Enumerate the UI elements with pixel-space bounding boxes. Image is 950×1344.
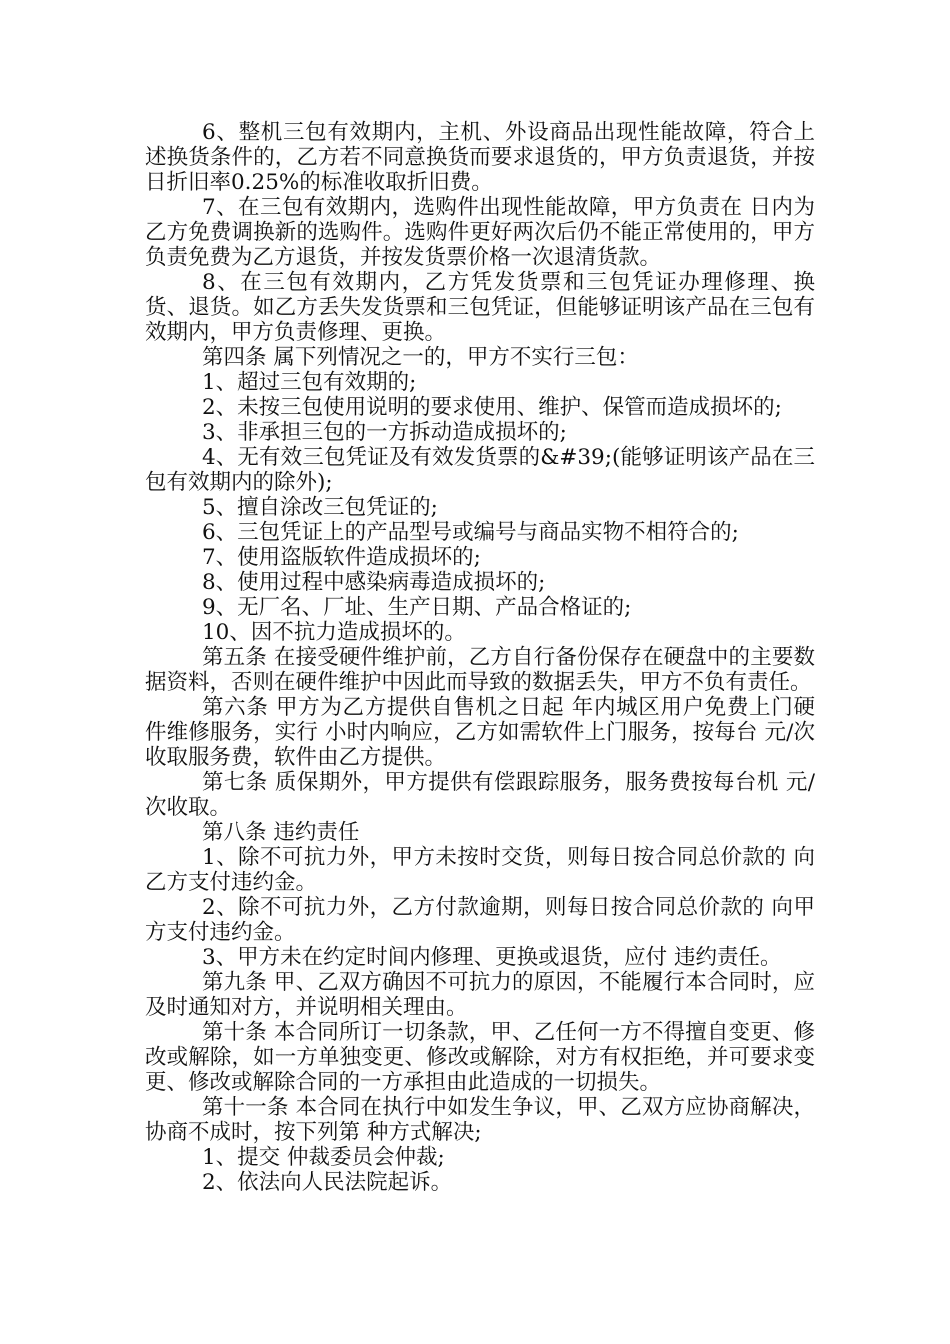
- paragraph: 第十条 本合同所订一切条款，甲、乙任何一方不得擅自变更、修改或解除，如一方单独变更、修改或解除，对方有权拒绝，并可要求变更、修改或解除合同的一方承担由此造成的一切损失。: [145, 1020, 815, 1095]
- paragraph: 第六条 甲方为乙方提供自售机之日起 年内城区用户免费上门硬件维修服务，实行 小时内响应，乙方如需软件上门服务，按每台 元/次收取服务费，软件由乙方提供。: [145, 695, 815, 770]
- list-item: 1、除不可抗力外，甲方未按时交货，则每日按合同总价款的 向乙方支付违约金。: [145, 845, 815, 895]
- list-item: 9、无厂名、厂址、生产日期、产品合格证的;: [202, 595, 632, 620]
- list-item: 3、甲方未在约定时间内修理、更换或退货，应付 违约责任。: [202, 945, 782, 970]
- paragraph: 第七条 质保期外，甲方提供有偿跟踪服务，服务费按每台机 元/次收取。: [145, 770, 815, 820]
- list-item: 4、无有效三包凭证及有效发货票的&#39;(能够证明该产品在三包有效期内的除外);: [145, 445, 815, 495]
- list-item: 1、提交 仲裁委员会仲裁;: [202, 1145, 445, 1170]
- paragraph: 第九条 甲、乙双方确因不可抗力的原因，不能履行本合同时，应及时通知对方，并说明相关理由。: [145, 970, 815, 1020]
- list-item: 3、非承担三包的一方拆动造成损坏的;: [202, 420, 567, 445]
- paragraph: 7、在三包有效期内，选购件出现性能故障，甲方负责在 日内为乙方免费调换新的选购件。选购件更好两次后仍不能正常使用的，甲方负责免费为乙方退货，并按发货票价格一次退清货款。: [145, 195, 815, 270]
- paragraph: 第五条 在接受硬件维护前，乙方自行备份保存在硬盘中的主要数据资料，否则在硬件维护中因此而导致的数据丢失，甲方不负有责任。: [145, 645, 815, 695]
- section-heading: 第八条 违约责任: [202, 820, 360, 845]
- list-item: 8、使用过程中感染病毒造成损坏的;: [202, 570, 546, 595]
- paragraph: 8、在三包有效期内，乙方凭发货票和三包凭证办理修理、换货、退货。如乙方丢失发货票和三包凭证，但能够证明该产品在三包有效期内，甲方负责修理、更换。: [145, 270, 815, 345]
- list-item: 2、未按三包使用说明的要求使用、维护、保管而造成损坏的;: [202, 395, 782, 420]
- paragraph: 第十一条 本合同在执行中如发生争议，甲、乙双方应协商解决，协商不成时，按下列第 种方式解决;: [145, 1095, 815, 1145]
- list-item: 7、使用盗版软件造成损坏的;: [202, 545, 481, 570]
- paragraph: 6、整机三包有效期内，主机、外设商品出现性能故障，符合上述换货条件的，乙方若不同意换货而要求退货的，甲方负责退货，并按日折旧率0.25%的标准收取折旧费。: [145, 120, 815, 195]
- list-item: 1、超过三包有效期的;: [202, 370, 417, 395]
- list-item: 10、因不抗力造成损坏的。: [202, 620, 466, 645]
- list-item: 2、除不可抗力外，乙方付款逾期，则每日按合同总价款的 向甲方支付违约金。: [145, 895, 815, 945]
- document-body: [145, 120, 815, 1195]
- list-item: 2、依法向人民法院起诉。: [202, 1170, 453, 1195]
- list-item: 5、擅自涂改三包凭证的;: [202, 495, 438, 520]
- section-heading: 第四条 属下列情况之一的，甲方不实行三包：: [202, 345, 639, 370]
- list-item: 6、三包凭证上的产品型号或编号与商品实物不相符合的;: [202, 520, 739, 545]
